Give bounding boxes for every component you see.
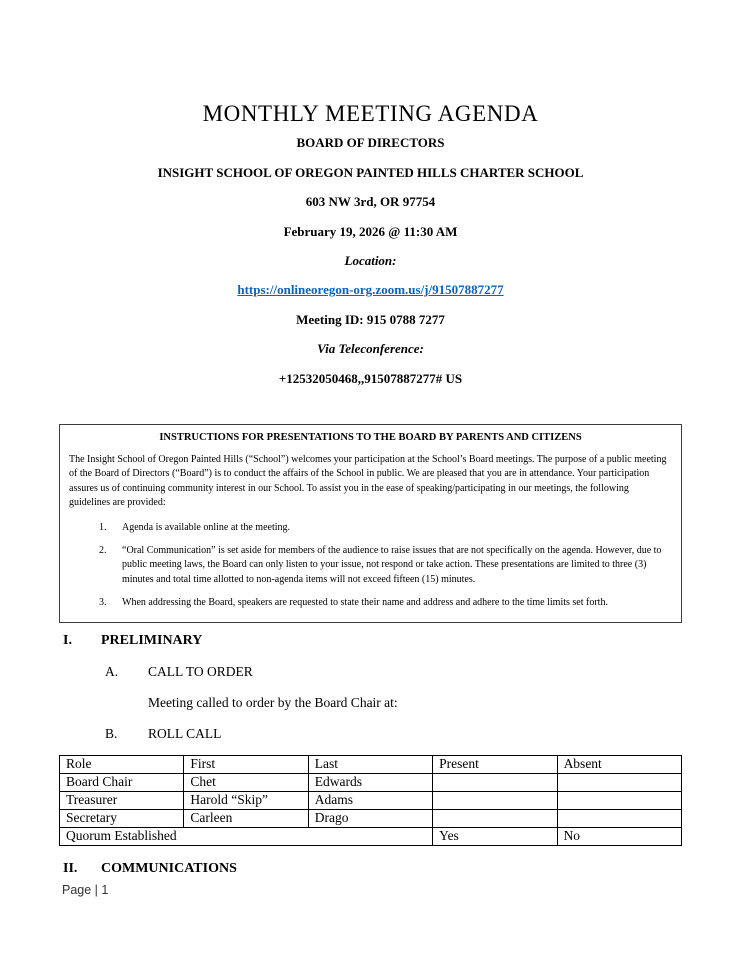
- cell-absent: [557, 792, 681, 810]
- cell-last: Adams: [308, 792, 432, 810]
- call-to-order-detail: Meeting called to order by the Board Chair at:: [148, 695, 398, 711]
- section-heading-communications: [59, 861, 682, 877]
- cell-absent: [557, 774, 681, 792]
- list-item-number: 3.: [99, 596, 107, 608]
- list-item-text: Agenda is available online at the meeting.: [122, 522, 290, 534]
- cell-present: [433, 810, 557, 828]
- document-header: [59, 99, 682, 393]
- item-title: CALL TO ORDER: [148, 664, 253, 680]
- quorum-label: Quorum Established: [60, 828, 433, 846]
- cell-first: Harold “Skip”: [184, 792, 308, 810]
- list-item: [99, 521, 672, 535]
- cell-last: Edwards: [308, 774, 432, 792]
- zoom-meeting-link[interactable]: https://onlineoregon-org.zoom.us/j/91507887277: [237, 282, 504, 298]
- page-number-footer: Page | 1: [62, 883, 109, 897]
- cell-present: [433, 774, 557, 792]
- cell-present: [433, 792, 557, 810]
- section-numeral: I.: [63, 633, 72, 649]
- list-item-text: “Oral Communication” is set aside for members of the audience to raise issues that are not specifically on the agenda. However, due to public meeting laws, the Board can only listen to your issue, not respond or take action. These presentations are limited to three (3) minutes and total time allotted to non-agenda items will not exceed fifteen (15) minutes.: [122, 545, 662, 585]
- item-title: ROLL CALL: [148, 726, 222, 742]
- table-row-secretary: [60, 810, 682, 828]
- meeting-datetime: February 19, 2026 @ 11:30 AM: [283, 223, 458, 239]
- teleconference-number: +12532050468,,91507887277# US: [278, 370, 463, 386]
- list-item: [99, 596, 672, 610]
- column-header-role: Role: [60, 756, 184, 774]
- section-numeral: II.: [63, 861, 78, 877]
- quorum-no: No: [557, 828, 681, 846]
- quorum-row: [60, 828, 682, 846]
- column-header-present: Present: [433, 756, 557, 774]
- column-header-first: First: [184, 756, 308, 774]
- quorum-yes: Yes: [433, 828, 557, 846]
- section-heading-preliminary: [59, 633, 682, 649]
- cell-first: Chet: [184, 774, 308, 792]
- instructions-heading: INSTRUCTIONS FOR PRESENTATIONS TO THE BOARD BY PARENTS AND CITIZENS: [159, 432, 582, 444]
- list-item-number: 1.: [99, 522, 107, 534]
- teleconference-label: Via Teleconference:: [317, 341, 424, 357]
- school-name: INSIGHT SCHOOL OF OREGON PAINTED HILLS CHARTER SCHOOL: [157, 164, 584, 180]
- page-title: MONTHLY MEETING AGENDA: [202, 101, 539, 126]
- item-letter: B.: [105, 726, 118, 742]
- cell-last: Drago: [308, 810, 432, 828]
- section-title: PRELIMINARY: [101, 633, 203, 649]
- list-item-number: 2.: [99, 545, 107, 557]
- agenda-item-roll-call: [105, 726, 682, 742]
- table-row-board-chair: [60, 774, 682, 792]
- subtitle: BOARD OF DIRECTORS: [296, 135, 445, 151]
- column-header-last: Last: [308, 756, 432, 774]
- school-address: 603 NW 3rd, OR 97754: [305, 194, 436, 210]
- item-letter: A.: [105, 664, 119, 680]
- location-label: Location:: [344, 253, 397, 269]
- cell-first: Carleen: [184, 810, 308, 828]
- cell-absent: [557, 810, 681, 828]
- cell-role: Secretary: [60, 810, 184, 828]
- column-header-absent: Absent: [557, 756, 681, 774]
- agenda-item-call-to-order: [105, 664, 682, 680]
- list-item: [99, 544, 672, 587]
- roll-call-table: [59, 755, 682, 846]
- table-row-treasurer: [60, 792, 682, 810]
- cell-role: Board Chair: [60, 774, 184, 792]
- meeting-id: Meeting ID: 915 0788 7277: [296, 311, 445, 327]
- list-item-text: When addressing the Board, speakers are requested to state their name and address and adhere to the time limits set forth.: [122, 596, 608, 608]
- instructions-list: [69, 521, 672, 610]
- instructions-intro: The Insight School of Oregon Painted Hills (“School”) welcomes your participation at the School’s Board meetings. The purpose of a public meeting of the Board of Directors (“Board”) is to conduct the affairs of the School in public. We are pleased that you are in attendance. Your participation assures us of continuing community interest in our School. To assist you in the ease of speaking/participating in our meetings, the following guidelines are provided:: [69, 454, 667, 508]
- cell-role: Treasurer: [60, 792, 184, 810]
- section-title: COMMUNICATIONS: [101, 861, 237, 877]
- table-header-row: [60, 756, 682, 774]
- instructions-box: [59, 424, 682, 623]
- meeting-link-line: [59, 275, 682, 304]
